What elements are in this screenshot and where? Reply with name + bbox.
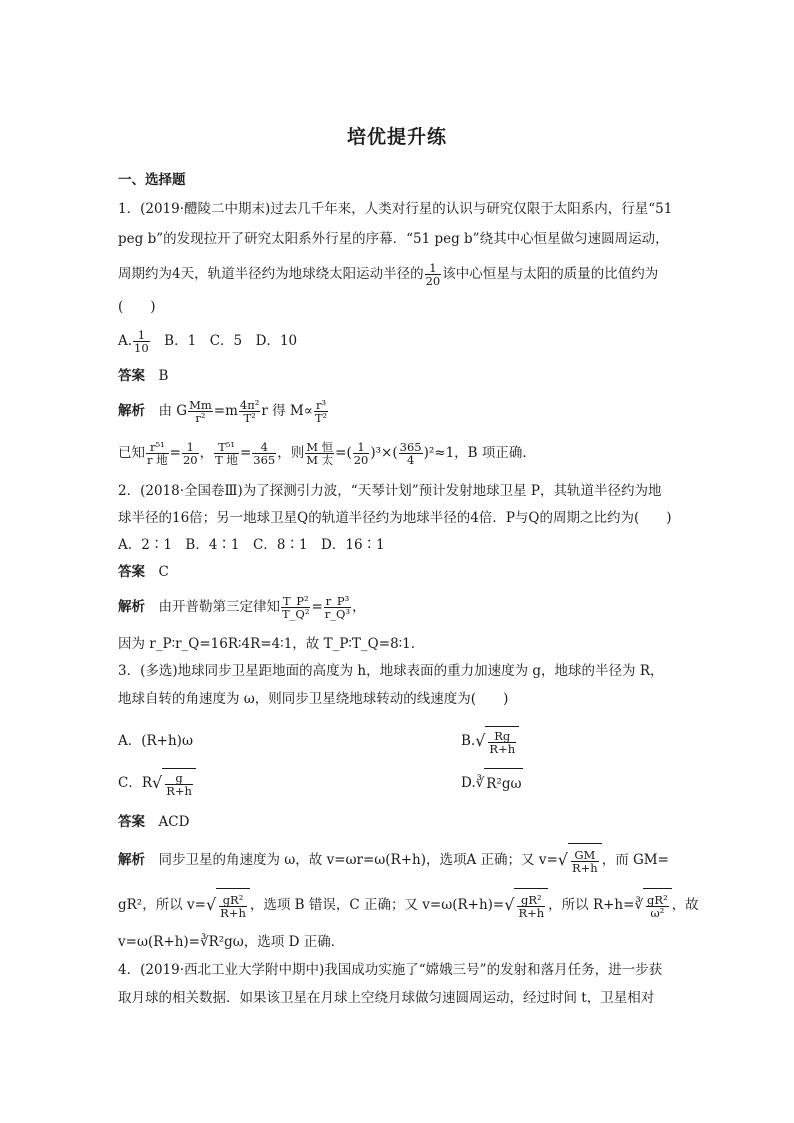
q1-line2: peg b”的发现拉开了研究太阳系外行星的序幕．“51 peg b”绕其中心恒星做匀速圆周运动， (118, 231, 669, 247)
q2-analysis-2: 因为 r_P∶r_Q=16R∶4R=4∶1，故 T_P∶T_Q=8∶1. (118, 636, 416, 652)
fraction: $\frac{1}{20}$ (425, 260, 441, 288)
q2-options: A．2∶1 B．4∶1 C．8∶1 D．16∶1 (118, 537, 385, 553)
q3-analysis-1: 解析 同步卫星的角速度为 ω，故 v=ωr=ω(R+h)，选项A 正确；又 v=√ $\frac{GM}{R+h}$ ，而 GM= (118, 843, 680, 878)
q3-answer: 答案 ACD (118, 814, 190, 830)
q2-line2: 球半径的16倍；另一地球卫星Q的轨道半径约为地球半径的4倍．P与Q的周期之比约为( ) (118, 510, 672, 526)
option-d: D.∛ R²gω (461, 768, 523, 799)
option-c: C．R√ $\frac{g}{R+h}$ (118, 775, 196, 791)
q3-analysis-3: v=ω(R+h)=∛R²gω，选项 D 正确． (118, 934, 345, 950)
q1-options: A. $\frac{1}{10}$ B．1 C．5 D．10 (118, 327, 298, 355)
page-title: 培优提升练 (346, 126, 447, 148)
q1-line1: 1．(2019·醴陵二中期末)过去几千年来，人类对行星的认识与研究仅限于太阳系内，行星“51 (118, 201, 673, 217)
q1-analysis-2: 已知 $\frac{\text{r⁵¹}}{\text{r 地}}$ = $\frac{1}{20}$ ， $\frac{\text{T⁵¹}}{\text{T 地}}$ = $\frac{4}{365}$ ，则 $\frac{\text{M 恒}}{\text{M 太}}$ =( $\frac{1}{20}$ )³×( $\frac{365}{4}$ )²≈1，B 项正确． (118, 439, 536, 467)
q2-analysis-1: 解析 由开普勒第三定律知 $\frac{\text{T\_P²}}{\text{T\_Q²}}$ = $\frac{\text{r\_P³}}{\text{r\_Q³}}$ ， (118, 593, 366, 621)
q3-options-row2 (118, 768, 680, 799)
q2-answer: 答案 C (118, 564, 169, 580)
q4-line1: 4．(2019·西北工业大学附中期中)我国成功实施了“嫦娥三号”的发射和落月任务，进一步获 (118, 962, 663, 978)
section-heading: 一、选择题 (118, 172, 186, 188)
q4-line2: 取月球的相关数据．如果该卫星在月球上空绕月球做匀速圆周运动，经过时间 t，卫星相对 (118, 990, 655, 1006)
q2-line1: 2．(2018·全国卷Ⅲ)为了探测引力波，“天琴计划”预计发射地球卫星 P，其轨道半径约为地 (118, 483, 662, 499)
q3-options-row1 (118, 726, 680, 756)
q1-paren: ( ) (118, 299, 156, 315)
q3-line1: 3．(多选)地球同步卫星距地面的高度为 h，地球表面的重力加速度为 g，地球的半径为 R， (118, 663, 664, 679)
q1-analysis-1: 解析 由 G $\frac{Mm}{\text{r²}}$ =m $\frac{\text{4π²}}{\text{T²}}$ r 得 M∝ $\frac{\text{r³}}{\text{T²}}$ (118, 397, 328, 425)
q1-answer: 答案 B (118, 368, 169, 384)
q3-line2: 地球自转的角速度为 ω，则同步卫星绕地球转动的线速度为( ) (118, 691, 509, 707)
q1-line3: 周期约为4天，轨道半径约为地球绕太阳运动半径的 $\frac{1}{20}$ 该中心恒星与太阳的质量的比值约为 (118, 260, 659, 288)
fraction: $\frac{1}{10}$ (134, 327, 149, 355)
q3-analysis-2: gR²，所以 v=√ $\frac{\text{gR²}}{R+h}$ ，选项 B 错误，C 正确；又 v=ω(R+h)=√ $\frac{\text{gR²}}{R+h}$ ，所以 R+h=∛ $\frac{\text{gR²}}{\text{ω²}}$ ，故 (118, 888, 680, 923)
option-b: B.√ $\frac{Rg}{R+h}$ (461, 726, 519, 757)
option-a: A．(R+h)ω (118, 733, 193, 749)
